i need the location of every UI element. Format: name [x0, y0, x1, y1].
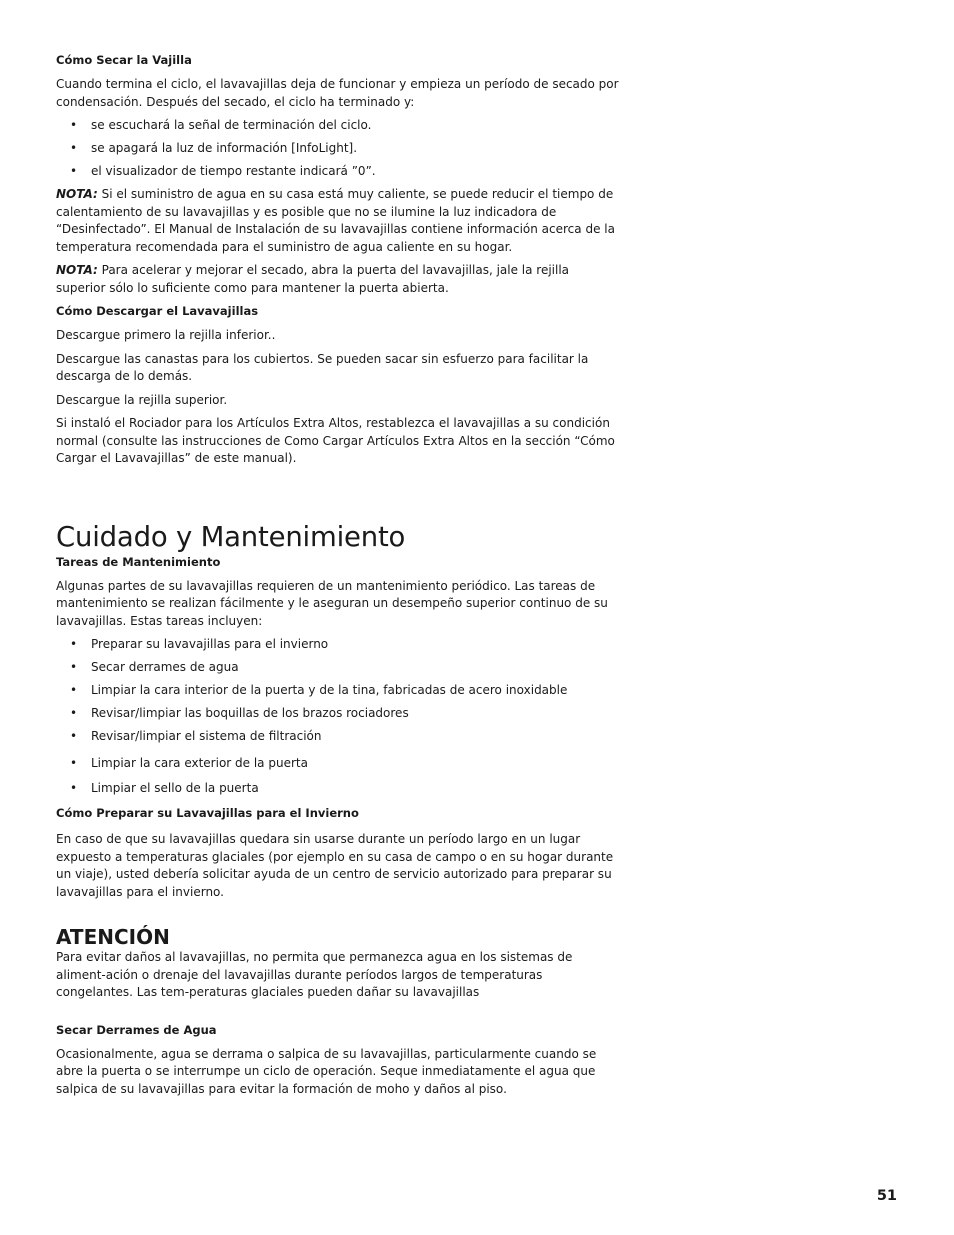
section-heading-spills: Secar Derrames de Agua	[56, 1022, 217, 1037]
unload-step-3: Descargue la rejilla superior.	[56, 392, 228, 407]
list-item: • Limpiar la cara exterior de la puerta	[56, 755, 622, 772]
note-label: NOTA:	[56, 263, 98, 277]
spills-paragraph: Ocasionalmente, agua se derrama o salpica de su lavavajillas, particularmente cuando se abre la puerta o se interrumpe un ciclo de operación. Seque inmediatamente el agua que salpica de su lavavajillas para evitar la formación de moho y daños al piso.	[56, 1046, 597, 1096]
attention-paragraph: Para evitar daños al lavavajillas, no permita que permanezca agua en los sistemas de aliment-ación o drenaje del lavavajillas durante períodos largos de temperaturas congelantes. Las tem-peraturas glaciales pueden dañar su lavavajillas	[56, 950, 573, 999]
maintenance-task-list	[56, 636, 622, 797]
drying-bullet-list	[56, 117, 622, 180]
section-heading-winter: Cómo Preparar su Lavavajillas para el Invierno	[56, 806, 359, 820]
unload-step-4: Si instaló el Rociador para los Artículos Extra Altos, restablezca el lavavajillas a su condición normal (consulte las instrucciones de Como Cargar Artículos Extra Altos en la sección “Cómo Cargar el Lavavajillas” de este manual).	[56, 416, 615, 465]
list-item: • Limpiar el sello de la puerta	[56, 780, 622, 797]
page-number: 51	[876, 1188, 897, 1204]
unload-step-2: Descargue las canastas para los cubiertos. Se pueden sacar sin esfuerzo para facilitar la descarga de lo demás.	[56, 351, 589, 383]
list-item: • Revisar/limpiar el sistema de filtración	[56, 728, 622, 745]
list-item: • Secar derrames de agua	[56, 659, 622, 676]
unload-step-1: Descargue primero la rejilla inferior..	[56, 328, 276, 342]
drying-intro: Cuando termina el ciclo, el lavavajillas deja de funcionar y empieza un período de secado por condensación. Después del secado, el ciclo ha terminado y:	[56, 77, 619, 109]
note-water-supply	[56, 186, 622, 256]
list-item: • se apagará la luz de información [InfoLight].	[56, 140, 622, 157]
section-heading-unloading: Cómo Descargar el Lavavajillas	[56, 304, 259, 318]
list-item: • se escuchará la señal de terminación del ciclo.	[56, 117, 622, 134]
page-content	[56, 52, 622, 1104]
chapter-title: Cuidado y Mantenimiento	[56, 520, 406, 553]
note-drying-tip	[56, 262, 622, 297]
list-item: • Revisar/limpiar las boquillas de los brazos rociadores	[56, 705, 622, 722]
list-item: • Preparar su lavavajillas para el invierno	[56, 636, 622, 653]
attention-heading: ATENCIÓN	[56, 925, 170, 949]
maintenance-intro: Algunas partes de su lavavajillas requieren de un mantenimiento periódico. Las tareas de mantenimiento se realizan fácilmente y le aseguran un desempeño superior continuo de su lavavajillas. Estas tareas incluyen:	[56, 578, 608, 628]
section-heading-drying: Cómo Secar la Vajilla	[56, 53, 192, 67]
list-item: • el visualizador de tiempo restante indicará ”0”.	[56, 163, 622, 180]
list-item: • Limpiar la cara interior de la puerta y de la tina, fabricadas de acero inoxidable	[56, 682, 622, 699]
note-text: Para acelerar y mejorar el secado, abra la puerta del lavavajillas, jale la rejilla superior sólo lo suficiente como para mantener la puerta abierta.	[56, 263, 570, 295]
note-label: NOTA:	[56, 187, 98, 201]
section-heading-maintenance: Tareas de Mantenimiento	[56, 554, 221, 569]
note-text: Si el suministro de agua en su casa está muy caliente, se puede reducir el tiempo de calentamiento de su lavavajillas y es posible que no se ilumine la luz indicadora de “Desinfectado”. El Manual de Instalación de su lavavajillas contiene información acerca de la temperatura recomendada para el suministro de agua caliente en su hogar.	[56, 187, 615, 254]
winter-paragraph: En caso de que su lavavajillas quedara sin usarse durante un período largo en un lugar expuesto a temperaturas glaciales (por ejemplo en su casa de campo o en su hogar durante un viaje), usted debería solicitar ayuda de un centro de servicio autorizado para preparar su lavavajillas para el invierno.	[56, 832, 614, 899]
